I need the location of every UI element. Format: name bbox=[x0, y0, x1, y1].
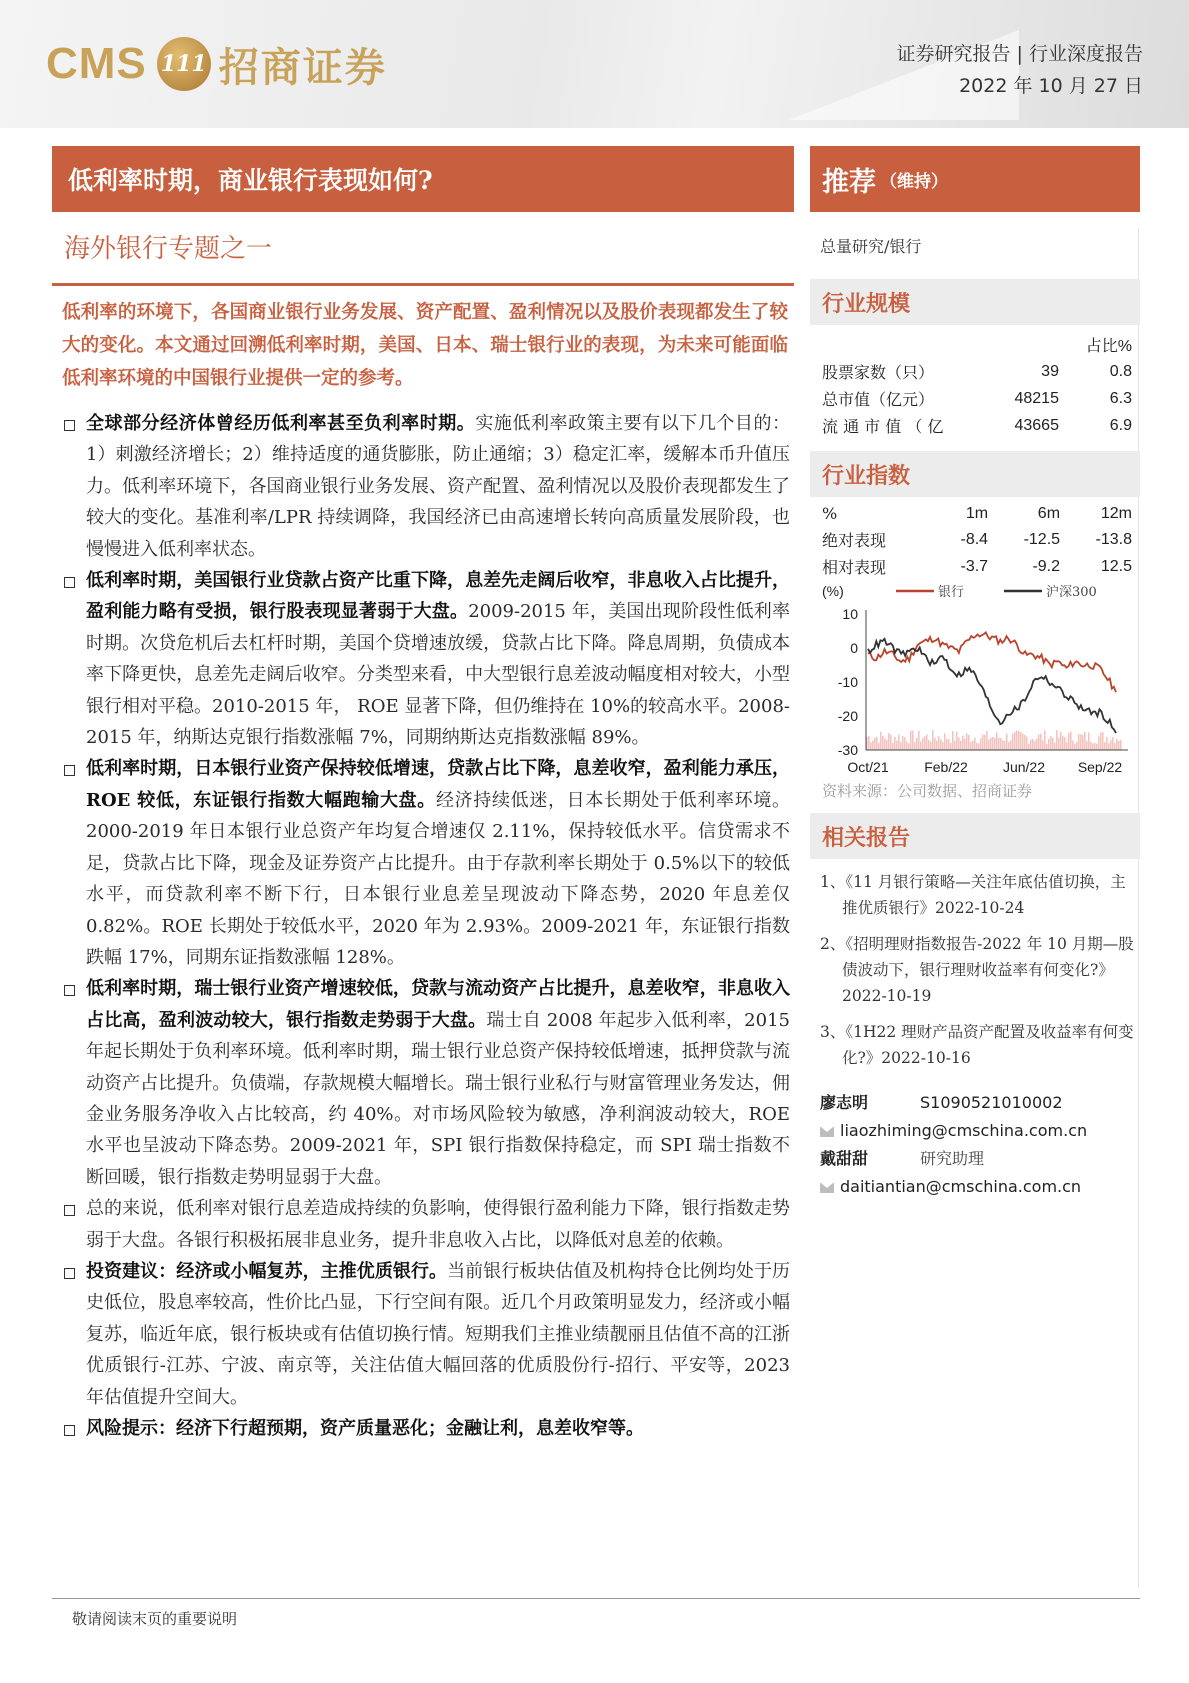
volume-bar bbox=[990, 738, 992, 750]
cell: 12.5 bbox=[1100, 557, 1132, 575]
x-tick-label: Feb/22 bbox=[924, 759, 968, 775]
volume-bar bbox=[880, 732, 882, 750]
volume-bar bbox=[1084, 732, 1086, 750]
volume-bar bbox=[916, 738, 918, 750]
volume-bar bbox=[886, 740, 888, 750]
volume-bar bbox=[1026, 736, 1028, 750]
volume-bar bbox=[1112, 737, 1114, 750]
volume-bar bbox=[1108, 743, 1110, 750]
row-share: 6.3 bbox=[1109, 389, 1132, 407]
volume-bar bbox=[928, 740, 930, 750]
table-row bbox=[818, 526, 1136, 553]
volume-bar bbox=[1006, 734, 1008, 750]
volume-bar bbox=[1086, 741, 1088, 750]
rating-box bbox=[810, 146, 1140, 212]
volume-bar bbox=[984, 735, 986, 750]
volume-bar bbox=[1116, 739, 1118, 750]
volume-bar bbox=[1090, 742, 1092, 750]
volume-bar bbox=[974, 738, 976, 750]
volume-bar bbox=[994, 738, 996, 750]
volume-bar bbox=[922, 738, 924, 750]
author-name: 戴甜甜 bbox=[820, 1149, 869, 1168]
x-tick-label: Sep/22 bbox=[1077, 759, 1123, 775]
volume-bar bbox=[912, 730, 914, 750]
bullet-bold: 全球部分经济体曾经历低利率甚至负利率时期。 bbox=[86, 413, 476, 434]
index-table bbox=[818, 501, 1136, 580]
volume-bar bbox=[1092, 743, 1094, 750]
volume-bar bbox=[910, 731, 912, 750]
y-tick-label: 10 bbox=[842, 606, 858, 622]
volume-bar bbox=[942, 742, 944, 750]
bullet-text: 总的来说，低利率对银行息差造成持续的负影响，使得银行盈利能力下降，银行指数走势弱于大盘。各银行积极拓展非息业务，提升非息收入占比，以降低对息差的依赖。 bbox=[86, 1198, 790, 1251]
table-row bbox=[818, 412, 1136, 439]
author-role: 研究助理 bbox=[920, 1149, 985, 1168]
volume-bar bbox=[1018, 731, 1020, 750]
volume-bar bbox=[956, 732, 958, 750]
table-row bbox=[818, 358, 1136, 385]
volume-bar bbox=[890, 735, 892, 750]
author-row bbox=[820, 1089, 1140, 1117]
volume-bar bbox=[966, 733, 968, 750]
volume-bar bbox=[970, 742, 972, 750]
related-report-link[interactable]: 1、《11 月银行策略—关注年底估值切换，主推优质银行》2022-10-24 bbox=[820, 873, 1126, 917]
report-title: 低利率时期，商业银行表现如何? bbox=[52, 146, 794, 212]
volume-bar bbox=[900, 742, 902, 750]
industry-label: 总量研究/银行 bbox=[820, 237, 922, 256]
bullet-list bbox=[62, 408, 790, 1444]
volume-bar bbox=[1056, 730, 1058, 750]
rating-sub: （维持） bbox=[880, 171, 948, 192]
table-row bbox=[818, 501, 1136, 526]
bullet-bold: 低利率时期，美国银行业贷款占资产比重下降，息差先走阔后收窄，非息收入占比提升，盈利能力略有受损，银行股表现显著弱于大盘。 bbox=[86, 570, 790, 623]
volume-bar bbox=[1062, 736, 1064, 750]
mail-icon bbox=[820, 1127, 834, 1137]
bullet-text: 当前银行板块估值及机构持仓比例均处于历史低位，股息率较高，性价比凸显，下行空间有限。近几个月政策明显发力，经济或小幅复苏，临近年底，银行板块或有估值切换行情。短期我们主推业绩靓丽且估值不高的江浙优质银行-江苏、宁波、南京等，关注估值大幅回落的优质股份行-招行、平安等，2023 年估值提升空间大。 bbox=[86, 1260, 791, 1408]
row-value: 39 bbox=[1041, 362, 1059, 380]
index-heading: 行业指数 bbox=[810, 451, 1140, 497]
report-type: 证券研究报告 | 行业深度报告 bbox=[896, 43, 1143, 65]
row-label: 流 通 市 值 （ 亿 bbox=[822, 417, 944, 436]
author-name: 廖志明 bbox=[820, 1093, 869, 1112]
row-label: 绝对表现 bbox=[822, 531, 887, 550]
volume-bar bbox=[898, 735, 900, 750]
logo bbox=[46, 36, 387, 92]
subtitle-rule bbox=[52, 283, 794, 286]
volume-bar bbox=[1068, 733, 1070, 750]
author-email[interactable]: liaozhiming@cmschina.com.cn bbox=[840, 1121, 1088, 1140]
volume-bar bbox=[1102, 732, 1104, 750]
bullet-item bbox=[62, 565, 790, 753]
volume-bar bbox=[932, 730, 934, 750]
volume-bar bbox=[1000, 738, 1002, 750]
bullet-text: 瑞士自 2008 年起步入低利率，2015 年起长期处于负利率环境。低利率时期，瑞士银行业总资产保持较低增速，抵押贷款与流动资产占比提升。负债端，存款规模大幅增长。瑞士银行业私行与财富管理业务发达，佣金业务服务净收入占比较高，约 40%。对市场风险较为敏感，净利润波动较大，ROE 水平也呈波动下降态势。2009-2021 年，SPI 银行指数保持稳定，而 SPI 瑞士指数不断回暖，银行指数走势明显弱于大盘。 bbox=[86, 1009, 790, 1188]
y-tick-label: -10 bbox=[837, 674, 858, 690]
volume-bar bbox=[1082, 735, 1084, 750]
bullet-bold: 低利率时期，瑞士银行业资产增速较低，贷款与流动资产占比提升，息差收窄，非息收入占比高，盈利波动较大，银行指数走势弱于大盘。 bbox=[86, 978, 790, 1031]
volume-bar bbox=[1066, 742, 1068, 750]
bullet-item bbox=[62, 973, 790, 1193]
volume-bar bbox=[1044, 731, 1046, 750]
volume-bar bbox=[1046, 744, 1048, 750]
volume-bar bbox=[1030, 739, 1032, 750]
volume-bar bbox=[930, 742, 932, 750]
volume-bar bbox=[1088, 732, 1090, 750]
volume-bar bbox=[962, 736, 964, 750]
bullet-item bbox=[62, 753, 790, 973]
author-id: S1090521010002 bbox=[920, 1093, 1063, 1112]
volume-bar bbox=[952, 731, 954, 750]
volume-bar bbox=[874, 738, 876, 750]
volume-bar bbox=[940, 739, 942, 750]
volume-bar bbox=[1080, 734, 1082, 750]
mail-icon bbox=[820, 1183, 834, 1193]
row-value: 43665 bbox=[1014, 416, 1059, 434]
related-report-link[interactable]: 2、《招明理财指数报告-2022 年 10 月期—股债波动下，银行理财收益率有何变化?》2022-10-19 bbox=[820, 935, 1134, 1005]
bullet-item bbox=[62, 1193, 790, 1256]
y-axis-label: (%) bbox=[822, 583, 844, 599]
volume-bar bbox=[1002, 740, 1004, 750]
volume-bar bbox=[944, 733, 946, 750]
volume-bar bbox=[1048, 739, 1050, 750]
volume-bar bbox=[960, 741, 962, 750]
sidebar bbox=[810, 228, 1140, 1201]
share-header: 占比% bbox=[1085, 338, 1132, 355]
volume-bar bbox=[1072, 740, 1074, 750]
bullet-item bbox=[62, 1256, 790, 1413]
volume-bar bbox=[980, 738, 982, 750]
author-email[interactable]: daitiantian@cmschina.com.cn bbox=[840, 1177, 1082, 1196]
volume-bar bbox=[896, 741, 898, 750]
related-list bbox=[820, 869, 1140, 1071]
rating-label: 推荐 bbox=[822, 166, 876, 198]
subtitle: 海外银行专题之一 bbox=[64, 234, 273, 264]
bullet-text: 实施低利率政策主要有以下几个目的：1）刺激经济增长；2）维持适度的通货膨胀，防止通缩；3）稳定汇率，缓解本币升值压力。低利率环境下，各国商业银行业务发展、资产配置、盈利情况以及股价表现都发生了较大的变化。基准利率/LPR 持续调降，我国经济已由高速增长转向高质量发展阶段，也慢慢进入低利率状态。 bbox=[86, 413, 791, 560]
volume-bar bbox=[1024, 735, 1026, 750]
series-line-bank bbox=[868, 632, 1116, 692]
row-label: 股票家数（只） bbox=[822, 363, 935, 382]
abstract: 低利率的环境下，各国商业银行业务发展、资产配置、盈利情况以及股价表现都发生了较大的变化。本文通过回溯低利率时期，美国、日本、瑞士银行业的表现，为未来可能面临低利率环境的中国银行业提供一定的参考。 bbox=[62, 302, 788, 389]
volume-bar bbox=[958, 737, 960, 750]
col-header: 1m bbox=[965, 504, 989, 522]
volume-bar bbox=[1008, 742, 1010, 750]
volume-bar bbox=[1100, 732, 1102, 750]
col-header: 6m bbox=[1037, 504, 1061, 522]
col-header: % bbox=[822, 504, 838, 523]
volume-bar bbox=[1036, 738, 1038, 750]
volume-bar bbox=[934, 738, 936, 750]
row-label: 总市值（亿元） bbox=[822, 390, 935, 409]
y-tick-label: -20 bbox=[837, 708, 858, 724]
volume-bar bbox=[976, 743, 978, 750]
volume-bar bbox=[1078, 734, 1080, 750]
volume-bar bbox=[882, 736, 884, 750]
volume-bar bbox=[902, 736, 904, 750]
bullet-text: 经济持续低迷，日本长期处于低利率环境。2000-2019 年日本银行业总资产年均复合增速仅 2.11%，保持较低水平。信贷需求不足，贷款占比下降，现金及证券资产占比提升。由于存款利率长期处于 0.5%以下的较低水平，而贷款利率不断下行，日本银行业息差呈现波动下降态势，2020 年息差仅 0.82%。ROE 长期处于较低水平，2020 年为 2.93%。2009-2021 年，东证银行指数跌幅 17%，同期东证指数涨幅 128%。 bbox=[86, 789, 791, 968]
volume-bar bbox=[1060, 732, 1062, 750]
volume-bar bbox=[1118, 741, 1120, 750]
index-chart bbox=[818, 580, 1138, 776]
cell: -8.4 bbox=[960, 530, 989, 548]
volume-bar bbox=[948, 739, 950, 750]
cell: -12.5 bbox=[1023, 530, 1061, 548]
volume-bar bbox=[936, 741, 938, 750]
legend-label: 银行 bbox=[938, 585, 965, 600]
volume-bar bbox=[1028, 744, 1030, 750]
author-email-row bbox=[820, 1173, 1140, 1201]
volume-bar bbox=[1094, 743, 1096, 750]
volume-bar bbox=[1004, 741, 1006, 750]
volume-bar bbox=[894, 737, 896, 750]
volume-bar bbox=[988, 739, 990, 750]
volume-bar bbox=[1074, 744, 1076, 750]
related-report-link[interactable]: 3、《1H22 理财产品资产配置及收益率有何变化?》2022-10-16 bbox=[820, 1023, 1134, 1067]
footer-note: 敬请阅读末页的重要说明 bbox=[72, 1610, 238, 1628]
row-label: 相对表现 bbox=[822, 558, 887, 577]
table-row bbox=[818, 553, 1136, 580]
volume-bar bbox=[964, 738, 966, 750]
bullet-item bbox=[62, 1413, 790, 1444]
volume-bar bbox=[950, 743, 952, 750]
volume-bar bbox=[906, 742, 908, 750]
volume-bar bbox=[1042, 740, 1044, 750]
volume-bar bbox=[1064, 737, 1066, 750]
logo-text: CMS bbox=[46, 39, 147, 88]
volume-bar bbox=[918, 731, 920, 750]
cell: -13.8 bbox=[1095, 530, 1132, 548]
volume-bar bbox=[1114, 743, 1116, 750]
table-row bbox=[818, 331, 1136, 358]
volume-bar bbox=[878, 743, 880, 750]
volume-bar bbox=[998, 738, 1000, 750]
chart-svg bbox=[818, 580, 1138, 776]
volume-bar bbox=[870, 742, 872, 750]
volume-bar bbox=[1020, 732, 1022, 750]
logo-mark-icon: 111 bbox=[157, 37, 211, 91]
volume-bar bbox=[972, 741, 974, 750]
bullet-text: 2009-2015 年，美国出现阶段性低利率时期。次贷危机后去杠杆时期，美国个贷增速放缓，贷款占比下降。降息周期，负债成本率下降更快，息差先走阔后收窄。分类型来看，中大型银行息差波动幅度相对较大，小型银行相对平稳。2010-2015 年， ROE 显著下降，但仍维持在 10%的较高水平。2008-2015 年，纳斯达克银行指数涨幅 7%，同期纳斯达克指数涨幅 89%。 bbox=[86, 601, 790, 749]
volume-bar bbox=[978, 743, 980, 750]
volume-bar bbox=[872, 741, 874, 750]
author-row bbox=[820, 1145, 1140, 1173]
row-share: 0.8 bbox=[1109, 362, 1132, 380]
cell: -3.7 bbox=[960, 557, 989, 575]
volume-bar bbox=[908, 743, 910, 750]
scale-table bbox=[818, 331, 1136, 439]
logo-cn: 招商证券 bbox=[218, 43, 387, 91]
x-tick-label: Oct/21 bbox=[847, 759, 889, 775]
scale-heading: 行业规模 bbox=[810, 279, 1140, 325]
report-date: 2022 年 10 月 27 日 bbox=[959, 75, 1143, 97]
bullet-item bbox=[62, 408, 790, 565]
volume-bar bbox=[920, 741, 922, 750]
y-tick-label: 0 bbox=[850, 640, 858, 656]
volume-bar bbox=[1050, 736, 1052, 750]
table-row bbox=[818, 385, 1136, 412]
volume-bar bbox=[946, 739, 948, 750]
col-header: 12m bbox=[1100, 504, 1132, 522]
volume-bar bbox=[914, 742, 916, 750]
row-share: 6.9 bbox=[1109, 416, 1132, 434]
volume-bar bbox=[1104, 742, 1106, 750]
volume-bar bbox=[1098, 736, 1100, 750]
volume-bar bbox=[982, 734, 984, 750]
y-tick-label: -30 bbox=[837, 742, 858, 758]
author-email-row bbox=[820, 1117, 1140, 1145]
volume-bar bbox=[1034, 741, 1036, 750]
related-heading: 相关报告 bbox=[810, 813, 1140, 859]
volume-bar bbox=[992, 737, 994, 750]
volume-bar bbox=[868, 736, 870, 750]
volume-bar bbox=[1014, 732, 1016, 750]
bullet-bold: 风险提示：经济下行超预期，资产质量恶化；金融让利，息差收窄等。 bbox=[86, 1418, 644, 1439]
volume-bar bbox=[924, 736, 926, 750]
volume-bar bbox=[1110, 740, 1112, 750]
x-tick-label: Jun/22 bbox=[1002, 759, 1046, 775]
volume-bar bbox=[1096, 744, 1098, 750]
volume-bar bbox=[904, 737, 906, 750]
volume-bar bbox=[986, 731, 988, 750]
volume-bar bbox=[1106, 737, 1108, 750]
volume-bar bbox=[1054, 743, 1056, 750]
volume-bar bbox=[892, 743, 894, 750]
footer-rule bbox=[52, 1598, 1140, 1599]
bullet-bold: 低利率时期，日本银行业资产保持较低增速，贷款占比下降，息差收窄，盈利能力承压，ROE 较低，东证银行指数大幅跑输大盘。 bbox=[86, 758, 790, 811]
cell: -9.2 bbox=[1032, 557, 1061, 575]
volume-bar bbox=[1040, 734, 1042, 750]
volume-bar bbox=[1022, 734, 1024, 750]
volume-bar bbox=[938, 736, 940, 750]
volume-bar bbox=[1038, 734, 1040, 750]
volume-bar bbox=[954, 741, 956, 750]
legend-label: 沪深300 bbox=[1046, 585, 1097, 600]
chart-source: 资料来源：公司数据、招商证券 bbox=[822, 782, 1033, 800]
volume-bar bbox=[884, 738, 886, 750]
series-line-hs300 bbox=[868, 639, 1116, 733]
bullet-bold: 投资建议：经济或小幅复苏，主推优质银行。 bbox=[86, 1260, 448, 1282]
volume-bar bbox=[888, 733, 890, 750]
volume-bar bbox=[1076, 742, 1078, 750]
volume-bar bbox=[1012, 733, 1014, 750]
volume-bar bbox=[1052, 738, 1054, 750]
header-meta bbox=[897, 38, 1143, 102]
volume-bar bbox=[926, 735, 928, 750]
volume-bar bbox=[1120, 740, 1122, 750]
row-value: 48215 bbox=[1014, 389, 1059, 407]
volume-bar bbox=[968, 735, 970, 750]
volume-bar bbox=[1032, 739, 1034, 750]
volume-bar bbox=[876, 737, 878, 750]
volume-bar bbox=[1016, 730, 1018, 750]
volume-bar bbox=[996, 732, 998, 750]
authors bbox=[820, 1089, 1140, 1201]
volume-bar bbox=[1070, 731, 1072, 750]
volume-bar bbox=[1058, 738, 1060, 750]
volume-bar bbox=[1010, 740, 1012, 750]
